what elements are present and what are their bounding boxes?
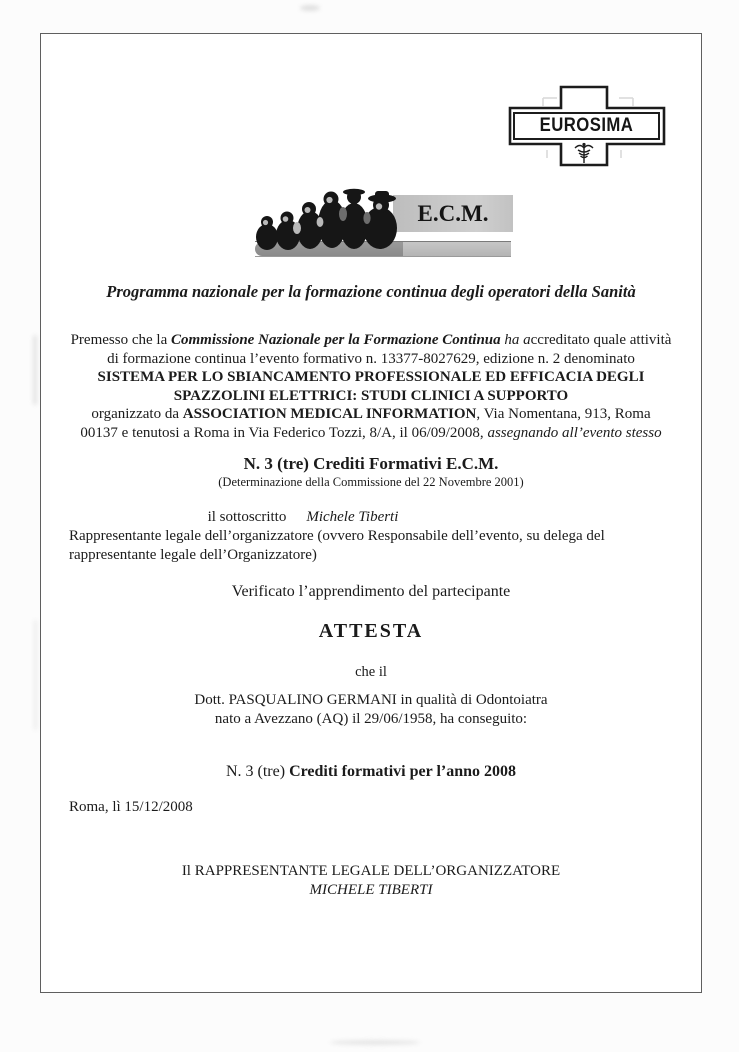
scan-smudge-top [300,5,320,11]
ecm-logo [253,184,515,264]
representative-line-2: rappresentante legale dell’Organizzatore) [69,546,317,563]
premise-line-1: Premesso che la Commissione Nazionale per la Formazione Continua ha accreditato quale attività [70,332,672,348]
place-date: Roma, lì 15/12/2008 [69,799,193,815]
event-title-line-2: SPAZZOLINI ELETTRICI: STUDI CLINICI A SUPPORTO [173,387,569,404]
eurosima-logo-text: EUROSIMA [539,115,634,136]
certificate-frame [40,33,702,993]
scan-smudge-left [33,335,37,405]
participant-birth-line: nato a Avezzano (AQ) il 29/06/1958, ha conseguito: [214,711,528,727]
signature-name: MICHELE TIBERTI [309,882,433,898]
participant-block [41,691,701,729]
attesta-heading: ATTESTA [318,620,424,642]
representative-clause [69,527,669,564]
undersigned-name: Michele Tiberti [306,509,399,525]
people-group-image [253,184,415,252]
signature-title: Il RAPPRESENTANTE LEGALE DELL’ORGANIZZATORE [181,863,561,879]
eurosima-logo [503,84,671,172]
representative-line-1: Rappresentante legale dell’organizzatore (ovvero Responsabile dell’evento, su delega del [69,528,605,544]
venue-line: 00137 e tenutosi a Roma in Via Federico Tozzi, 8/A, il 06/09/2008, assegnando all’evento stesso [80,424,662,441]
scan-smudge-left2 [34,620,37,730]
undersigned-line [41,509,701,526]
credits-note: (Determinazione della Commissione del 22 Novembre 2001) [218,475,524,489]
ecm-bar-light-segment [403,242,511,256]
undersigned-label: il sottoscritto [207,509,287,525]
signature-block [41,862,701,900]
organizer-line: organizzato da ASSOCIATION MEDICAL INFORMATION, Via Nomentana, 913, Roma [91,406,651,422]
premise-paragraph [41,331,701,442]
che-il-line: che il [355,664,387,680]
verified-line: Verificato l’apprendimento del partecipante [231,583,511,600]
event-title-line-1: SISTEMA PER LO SBIANCAMENTO PROFESSIONALE ED EFFICACIA DEGLI [97,369,645,385]
awarded-credits-line: N. 3 (tre) Crediti formativi per l’anno 2008 [225,763,517,780]
ecm-logo-text: E.C.M. [417,200,489,226]
participant-name-line: Dott. PASQUALINO GERMANI in qualità di Odontoiatra [194,692,548,708]
program-title: Programma nazionale per la formazione continua degli operatori della Sanità [106,282,636,301]
credits-heading: N. 3 (tre) Crediti Formativi E.C.M. [243,454,499,473]
scan-smudge-bottom [330,1040,420,1045]
premise-line-2: di formazione continua l’evento formativo n. 13377-8027629, edizione n. 2 denominato [107,350,635,367]
